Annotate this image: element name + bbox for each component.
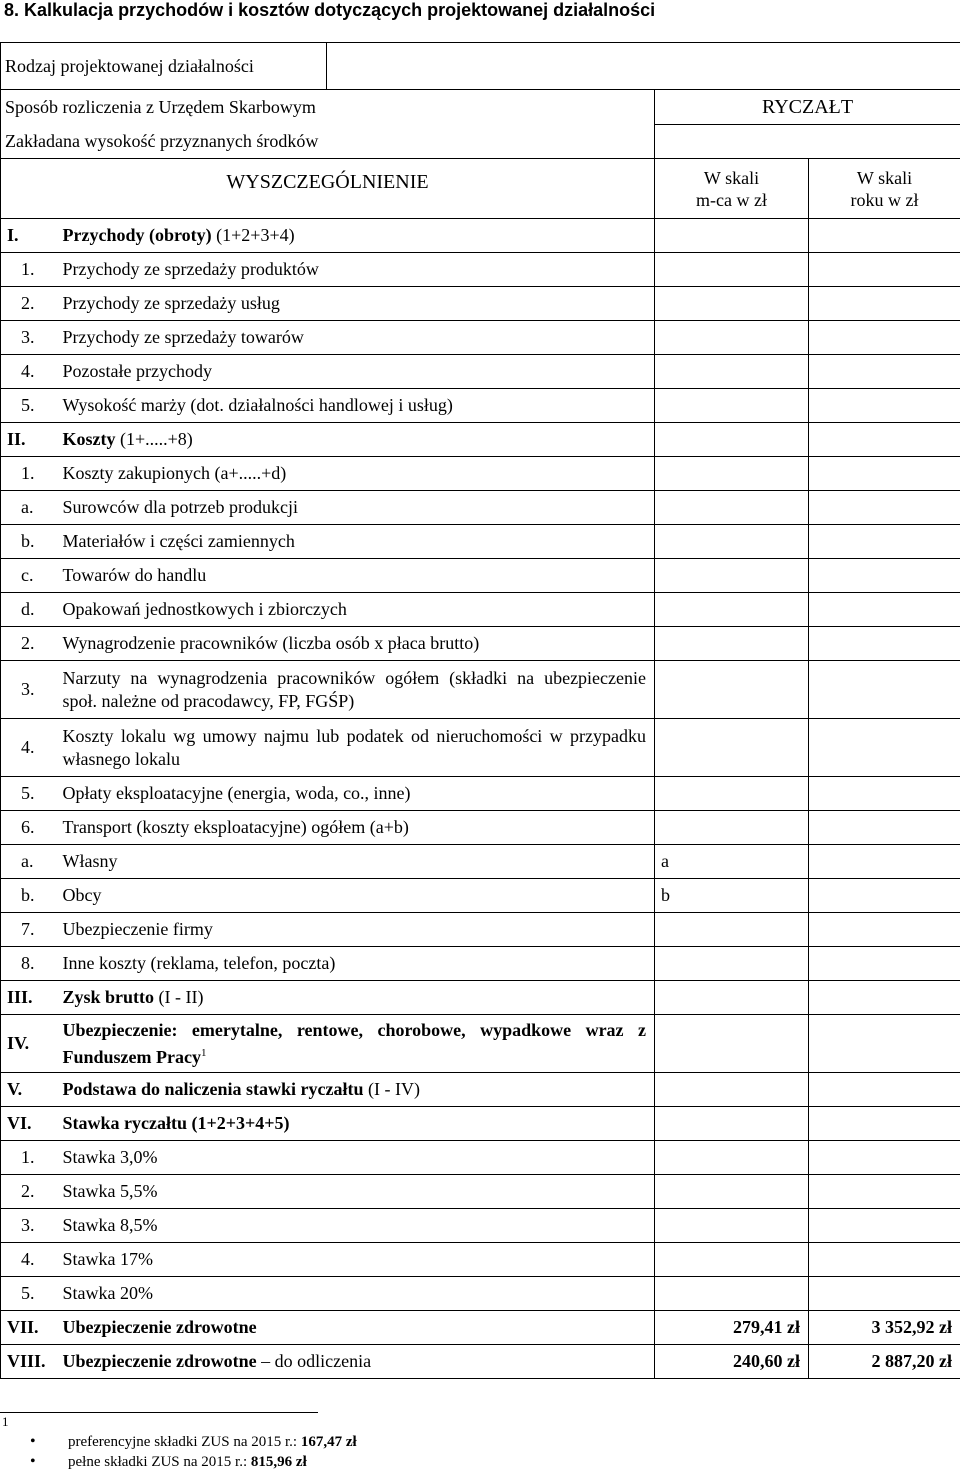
month-value[interactable] bbox=[655, 811, 809, 845]
month-value[interactable] bbox=[655, 1107, 809, 1141]
table-row bbox=[1, 777, 960, 811]
row-number: VII. bbox=[1, 1311, 57, 1345]
row-number: 1. bbox=[1, 253, 57, 287]
year-value[interactable] bbox=[809, 845, 960, 879]
month-value[interactable] bbox=[655, 1175, 809, 1209]
month-value[interactable]: 240,60 zł bbox=[655, 1345, 809, 1379]
year-value[interactable] bbox=[809, 879, 960, 913]
year-value[interactable] bbox=[809, 1277, 960, 1311]
row-number: 1. bbox=[1, 1141, 57, 1175]
row-number: a. bbox=[1, 845, 57, 879]
row-number: c. bbox=[1, 559, 57, 593]
month-value[interactable] bbox=[655, 1141, 809, 1175]
row-number: 4. bbox=[1, 1243, 57, 1277]
row-label: Pozostałe przychody bbox=[57, 355, 655, 389]
year-value[interactable] bbox=[809, 1073, 960, 1107]
row-number: I. bbox=[1, 219, 57, 253]
row-label: Przychody ze sprzedaży produktów bbox=[57, 253, 655, 287]
row-label: Ubezpieczenie: emerytalne, rentowe, chorobowe, wypadkowe wraz z Funduszem Pracy$^1$ bbox=[57, 1015, 655, 1073]
year-value[interactable] bbox=[809, 1141, 960, 1175]
row-number: 1. bbox=[1, 457, 57, 491]
month-column-header: W skali m-ca w zł bbox=[655, 159, 809, 219]
year-value[interactable] bbox=[809, 981, 960, 1015]
year-value[interactable] bbox=[809, 525, 960, 559]
row-number: a. bbox=[1, 491, 57, 525]
month-value[interactable] bbox=[655, 947, 809, 981]
table-row bbox=[1, 981, 960, 1015]
year-value[interactable] bbox=[809, 287, 960, 321]
footnote-mark: 1 bbox=[2, 1414, 9, 1429]
year-value[interactable] bbox=[809, 219, 960, 253]
row-label: Stawka 20% bbox=[57, 1277, 655, 1311]
month-value[interactable] bbox=[655, 777, 809, 811]
year-column-header: W skali roku w zł bbox=[809, 159, 960, 219]
month-value[interactable] bbox=[655, 627, 809, 661]
month-value[interactable] bbox=[655, 321, 809, 355]
row-label: Stawka 5,5% bbox=[57, 1175, 655, 1209]
month-value[interactable] bbox=[655, 457, 809, 491]
year-value[interactable] bbox=[809, 1209, 960, 1243]
row-label: Wynagrodzenie pracowników (liczba osób x płaca brutto) bbox=[57, 627, 655, 661]
month-value[interactable] bbox=[655, 661, 809, 719]
table-row bbox=[1, 627, 960, 661]
table-row bbox=[1, 321, 960, 355]
table-row bbox=[1, 1345, 960, 1379]
year-value[interactable] bbox=[809, 1015, 960, 1073]
row-label: Ubezpieczenie zdrowotne – do odliczenia bbox=[57, 1345, 655, 1379]
year-value[interactable] bbox=[809, 1107, 960, 1141]
table-row bbox=[1, 355, 960, 389]
sposob-label: Sposób rozliczenia z Urzędem Skarbowym bbox=[1, 90, 655, 125]
row-label: Ubezpieczenie firmy bbox=[57, 913, 655, 947]
row-number: 3. bbox=[1, 1209, 57, 1243]
table-row bbox=[1, 947, 960, 981]
row-label: Stawka ryczałtu (1+2+3+4+5) bbox=[57, 1107, 655, 1141]
row-label: Towarów do handlu bbox=[57, 559, 655, 593]
row-label: Narzuty na wynagrodzenia pracowników ogółem (składki na ubezpieczenie społ. należne od pracodawcy, FP, FGŚP) bbox=[57, 661, 655, 719]
table-row bbox=[1, 1107, 960, 1141]
table-row bbox=[1, 491, 960, 525]
table-row bbox=[1, 1175, 960, 1209]
table-row bbox=[1, 253, 960, 287]
page-title: 8. Kalkulacja przychodów i kosztów dotyczących projektowanej działalności bbox=[4, 0, 656, 20]
row-label: Własny bbox=[57, 845, 655, 879]
table-row bbox=[1, 913, 960, 947]
year-value[interactable] bbox=[809, 593, 960, 627]
row-number: 4. bbox=[1, 355, 57, 389]
table-row bbox=[1, 879, 960, 913]
table-row bbox=[1, 1209, 960, 1243]
row-label: Koszty (1+.....+8) bbox=[57, 423, 655, 457]
row-number: 5. bbox=[1, 389, 57, 423]
table-row bbox=[1, 1277, 960, 1311]
month-value[interactable] bbox=[655, 719, 809, 777]
rodzaj-label: Rodzaj projektowanej działalności bbox=[1, 43, 327, 90]
year-value[interactable] bbox=[809, 559, 960, 593]
month-value[interactable] bbox=[655, 593, 809, 627]
month-value[interactable] bbox=[655, 1277, 809, 1311]
year-value[interactable] bbox=[809, 719, 960, 777]
table-row bbox=[1, 389, 960, 423]
row-number: IV. bbox=[1, 1015, 57, 1073]
zakladana-label: Zakładana wysokość przyznanych środków bbox=[1, 125, 655, 159]
year-value[interactable] bbox=[809, 947, 960, 981]
table-row bbox=[1, 525, 960, 559]
row-label: Podstawa do naliczenia stawki ryczałtu (I - IV) bbox=[57, 1073, 655, 1107]
table-row bbox=[1, 1243, 960, 1277]
row-label: Wysokość marży (dot. działalności handlowej i usług) bbox=[57, 389, 655, 423]
row-label: Stawka 8,5% bbox=[57, 1209, 655, 1243]
year-value[interactable] bbox=[809, 253, 960, 287]
year-value[interactable] bbox=[809, 913, 960, 947]
month-value[interactable] bbox=[655, 423, 809, 457]
table-row bbox=[1, 719, 960, 777]
row-label: Stawka 17% bbox=[57, 1243, 655, 1277]
row-number: 2. bbox=[1, 287, 57, 321]
row-number: II. bbox=[1, 423, 57, 457]
month-value[interactable] bbox=[655, 287, 809, 321]
year-value[interactable] bbox=[809, 1243, 960, 1277]
wyszczegolnienie-header: WYSZCZEGÓLNIENIE bbox=[1, 159, 655, 219]
row-number: III. bbox=[1, 981, 57, 1015]
month-value[interactable]: 279,41 zł bbox=[655, 1311, 809, 1345]
row-label: Opłaty eksploatacyjne (energia, woda, co., inne) bbox=[57, 777, 655, 811]
month-value[interactable] bbox=[655, 389, 809, 423]
month-value[interactable] bbox=[655, 1073, 809, 1107]
row-number: 8. bbox=[1, 947, 57, 981]
row-number: 2. bbox=[1, 627, 57, 661]
year-value[interactable] bbox=[809, 355, 960, 389]
row-number: 6. bbox=[1, 811, 57, 845]
year-value[interactable] bbox=[809, 777, 960, 811]
row-label: Zysk brutto (I - II) bbox=[57, 981, 655, 1015]
year-value[interactable] bbox=[809, 811, 960, 845]
row-number: V. bbox=[1, 1073, 57, 1107]
row-number: 4. bbox=[1, 719, 57, 777]
year-value[interactable] bbox=[809, 321, 960, 355]
year-value[interactable] bbox=[809, 389, 960, 423]
row-number: 3. bbox=[1, 321, 57, 355]
table-row bbox=[1, 423, 960, 457]
table-row bbox=[1, 593, 960, 627]
row-label: Obcy bbox=[57, 879, 655, 913]
month-value[interactable]: b bbox=[655, 879, 809, 913]
year-value[interactable]: 3 352,92 zł bbox=[809, 1311, 960, 1345]
month-value[interactable] bbox=[655, 1209, 809, 1243]
year-value[interactable] bbox=[809, 1175, 960, 1209]
year-value[interactable]: 2 887,20 zł bbox=[809, 1345, 960, 1379]
row-label: Surowców dla potrzeb produkcji bbox=[57, 491, 655, 525]
row-number: 3. bbox=[1, 661, 57, 719]
row-number: VIII. bbox=[1, 1345, 57, 1379]
row-label: Materiałów i części zamiennych bbox=[57, 525, 655, 559]
row-label: Koszty zakupionych (a+.....+d) bbox=[57, 457, 655, 491]
table-row bbox=[1, 811, 960, 845]
row-label: Ubezpieczenie zdrowotne bbox=[57, 1311, 655, 1345]
month-value[interactable]: a bbox=[655, 845, 809, 879]
ryczalt-value: RYCZAŁT bbox=[655, 90, 960, 125]
month-value[interactable] bbox=[655, 981, 809, 1015]
row-number: b. bbox=[1, 525, 57, 559]
month-value[interactable] bbox=[655, 1243, 809, 1277]
year-value[interactable] bbox=[809, 457, 960, 491]
row-number: b. bbox=[1, 879, 57, 913]
table-row bbox=[1, 661, 960, 719]
table-row bbox=[1, 1073, 960, 1107]
month-value[interactable] bbox=[655, 525, 809, 559]
table-row bbox=[1, 219, 960, 253]
zakladana-field[interactable] bbox=[655, 125, 960, 159]
footnote-divider bbox=[0, 1412, 318, 1413]
table-row bbox=[1, 287, 960, 321]
table-row bbox=[1, 1141, 960, 1175]
row-label: Inne koszty (reklama, telefon, poczta) bbox=[57, 947, 655, 981]
month-value[interactable] bbox=[655, 1015, 809, 1073]
row-number: d. bbox=[1, 593, 57, 627]
table-row bbox=[1, 1311, 960, 1345]
row-number: 5. bbox=[1, 1277, 57, 1311]
year-value[interactable] bbox=[809, 627, 960, 661]
month-value[interactable] bbox=[655, 559, 809, 593]
year-value[interactable] bbox=[809, 491, 960, 525]
rodzaj-field[interactable] bbox=[327, 43, 960, 90]
year-value[interactable] bbox=[809, 661, 960, 719]
month-value[interactable] bbox=[655, 219, 809, 253]
row-number: 5. bbox=[1, 777, 57, 811]
footnote-item: • pełne składki ZUS na 2015 r.: 815,96 zł bbox=[30, 1452, 357, 1472]
row-label: Przychody ze sprzedaży usług bbox=[57, 287, 655, 321]
row-label: Stawka 3,0% bbox=[57, 1141, 655, 1175]
footnote-ref: 1 bbox=[201, 1046, 207, 1059]
month-value[interactable] bbox=[655, 491, 809, 525]
table-row bbox=[1, 1015, 960, 1073]
row-number: 7. bbox=[1, 913, 57, 947]
row-number: 2. bbox=[1, 1175, 57, 1209]
row-label: Transport (koszty eksploatacyjne) ogółem (a+b) bbox=[57, 811, 655, 845]
row-label: Przychody ze sprzedaży towarów bbox=[57, 321, 655, 355]
table-row bbox=[1, 559, 960, 593]
table-row bbox=[1, 457, 960, 491]
row-label: Koszty lokalu wg umowy najmu lub podatek od nieruchomości w przypadku własnego lokalu bbox=[57, 719, 655, 777]
month-value[interactable] bbox=[655, 253, 809, 287]
table-row bbox=[1, 845, 960, 879]
month-value[interactable] bbox=[655, 913, 809, 947]
month-value[interactable] bbox=[655, 355, 809, 389]
row-label: Opakowań jednostkowych i zbiorczych bbox=[57, 593, 655, 627]
year-value[interactable] bbox=[809, 423, 960, 457]
footnote-item: • preferencyjne składki ZUS na 2015 r.: 167,47 zł bbox=[30, 1432, 357, 1452]
row-number: VI. bbox=[1, 1107, 57, 1141]
row-label: Przychody (obroty) (1+2+3+4) bbox=[57, 219, 655, 253]
calculation-table bbox=[0, 42, 960, 1379]
